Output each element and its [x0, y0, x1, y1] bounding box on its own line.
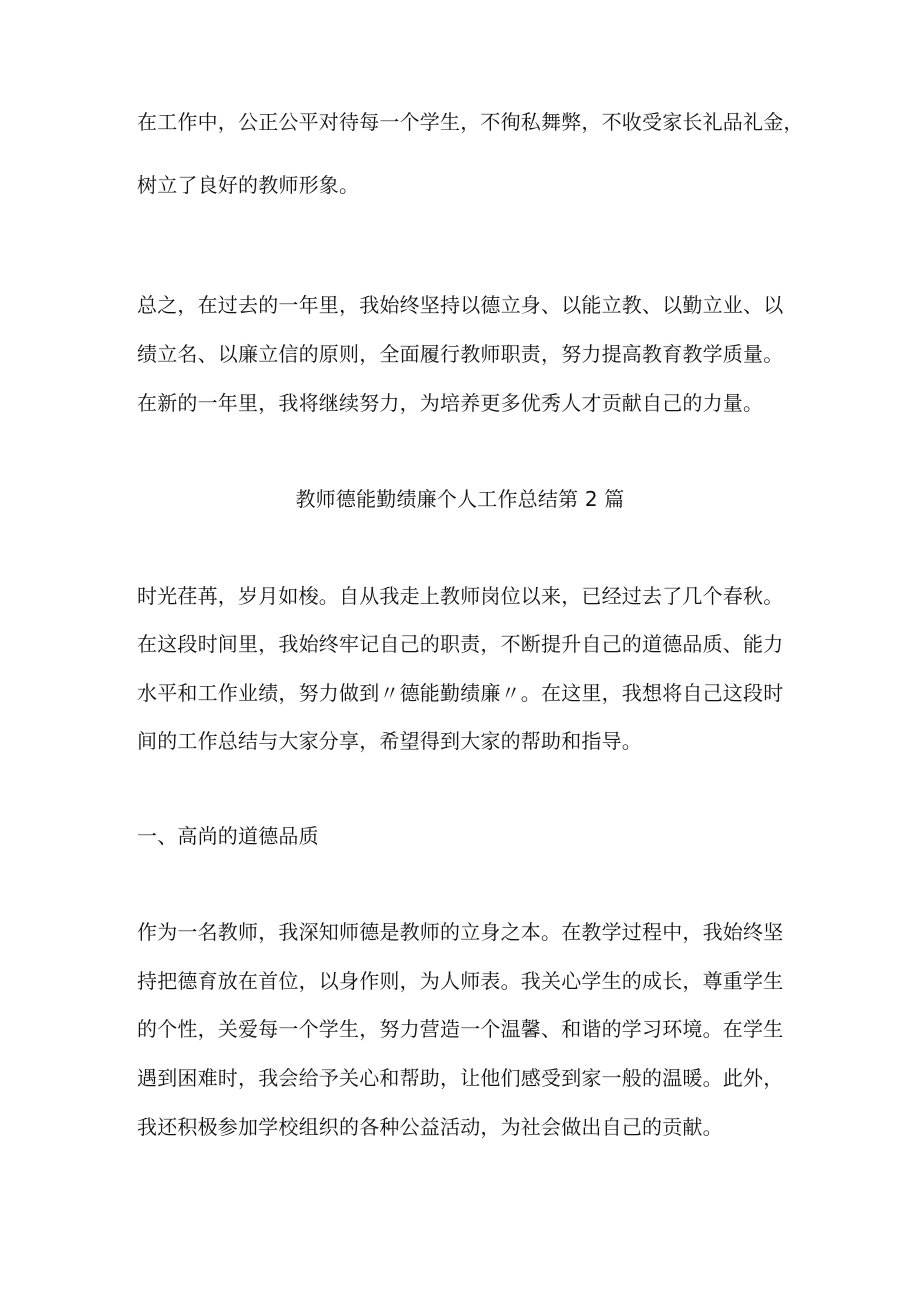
paragraph-line: 在工作中，公正公平对待每一个学生，不徇私舞弊，不收受家长礼品礼金，	[137, 110, 804, 134]
paragraph-line: 绩立名、以廉立信的原则，全面履行教师职责，努力提高教育教学质量。	[137, 342, 784, 366]
paragraph-line: 时光荏苒，岁月如梭。自从我走上教师岗位以来，已经过去了几个春秋。	[137, 584, 784, 608]
paragraph-line: 遇到困难时，我会给予关心和帮助，让他们感受到家一般的温暖。此外，	[137, 1066, 784, 1090]
paragraph-line: 树立了良好的教师形象。	[137, 173, 360, 197]
section-title: 教师德能勤绩廉个人工作总结第 2 篇	[295, 487, 625, 511]
paragraph-line: 总之，在过去的一年里，我始终坚持以德立身、以能立教、以勤立业、以	[137, 293, 784, 317]
paragraph-line: 在新的一年里，我将继续努力，为培养更多优秀人才贡献自己的力量。	[137, 391, 764, 415]
paragraph-line: 间的工作总结与大家分享，希望得到大家的帮助和指导。	[137, 729, 642, 753]
paragraph-line: 作为一名教师，我深知师德是教师的立身之本。在教学过程中，我始终坚	[137, 920, 784, 944]
paragraph-line: 水平和工作业绩，努力做到〃德能勤绩廉〃。在这里，我想将自己这段时	[137, 681, 784, 705]
heading-moral-quality: 一、高尚的道德品质	[137, 824, 319, 848]
paragraph-line: 在这段时间里，我始终牢记自己的职责，不断提升自己的道德品质、能力	[137, 632, 784, 656]
paragraph-line: 我还积极参加学校组织的各种公益活动，为社会做出自己的贡献。	[137, 1115, 723, 1139]
paragraph-line: 持把德育放在首位，以身作则，为人师表。我关心学生的成长，尊重学生	[137, 969, 784, 993]
paragraph-line: 的个性，关爱每一个学生，努力营造一个温馨、和谐的学习环境。在学生	[137, 1017, 784, 1041]
